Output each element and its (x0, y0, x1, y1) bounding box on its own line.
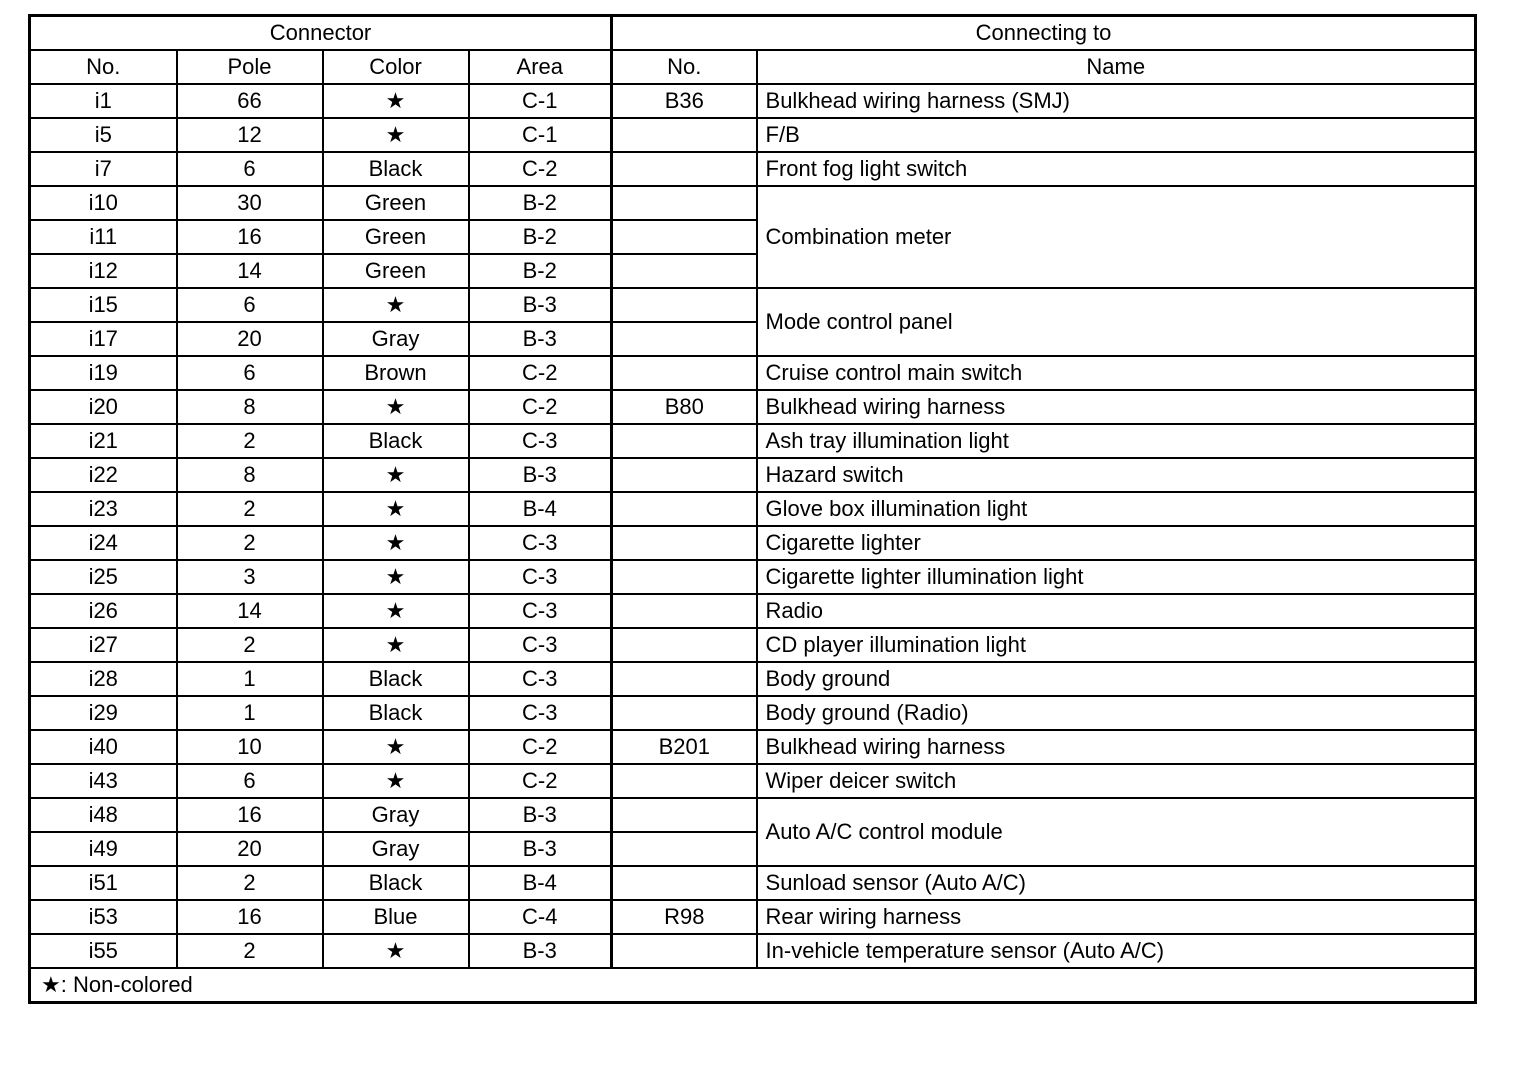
cell-area: C-1 (469, 118, 612, 152)
cell-no: i23 (30, 492, 177, 526)
cell-color: Black (323, 152, 469, 186)
cell-conn-no (612, 526, 757, 560)
cell-area: C-2 (469, 356, 612, 390)
cell-area: B-2 (469, 220, 612, 254)
col-header-no: No. (30, 50, 177, 84)
cell-no: i24 (30, 526, 177, 560)
cell-pole: 8 (177, 390, 323, 424)
cell-name: Wiper deicer switch (757, 764, 1476, 798)
cell-pole: 2 (177, 492, 323, 526)
cell-area: B-3 (469, 458, 612, 492)
cell-pole: 16 (177, 220, 323, 254)
cell-pole: 20 (177, 322, 323, 356)
cell-conn-no (612, 118, 757, 152)
cell-no: i15 (30, 288, 177, 322)
cell-area: C-4 (469, 900, 612, 934)
cell-name: Bulkhead wiring harness (757, 390, 1476, 424)
cell-no: i29 (30, 696, 177, 730)
table-row (30, 764, 1476, 798)
cell-conn-no (612, 866, 757, 900)
cell-name: Combination meter (757, 186, 1476, 288)
cell-name: Sunload sensor (Auto A/C) (757, 866, 1476, 900)
table-row (30, 492, 1476, 526)
cell-no: i11 (30, 220, 177, 254)
col-header-name: Name (757, 50, 1476, 84)
cell-pole: 2 (177, 526, 323, 560)
cell-no: i28 (30, 662, 177, 696)
cell-color: Gray (323, 798, 469, 832)
cell-color: ★ (323, 526, 469, 560)
cell-pole: 66 (177, 84, 323, 118)
cell-conn-no (612, 594, 757, 628)
cell-color: ★ (323, 118, 469, 152)
table-row (30, 288, 1476, 322)
table-row (30, 594, 1476, 628)
cell-pole: 14 (177, 254, 323, 288)
table-row (30, 662, 1476, 696)
cell-area: C-3 (469, 628, 612, 662)
cell-no: i19 (30, 356, 177, 390)
cell-color: Black (323, 696, 469, 730)
cell-conn-no (612, 254, 757, 288)
connector-table-wrapper (28, 14, 1474, 1004)
cell-no: i53 (30, 900, 177, 934)
cell-area: C-3 (469, 424, 612, 458)
cell-color: Gray (323, 322, 469, 356)
cell-no: i51 (30, 866, 177, 900)
cell-color: ★ (323, 492, 469, 526)
cell-no: i27 (30, 628, 177, 662)
table-row (30, 458, 1476, 492)
table-row (30, 628, 1476, 662)
cell-no: i21 (30, 424, 177, 458)
connector-table (28, 14, 1477, 1004)
cell-area: C-2 (469, 764, 612, 798)
cell-color: Green (323, 186, 469, 220)
cell-pole: 14 (177, 594, 323, 628)
cell-name: Hazard switch (757, 458, 1476, 492)
connecting-to-group-header: Connecting to (612, 16, 1476, 51)
cell-conn-no (612, 560, 757, 594)
cell-color: ★ (323, 934, 469, 968)
cell-area: B-3 (469, 832, 612, 866)
cell-no: i10 (30, 186, 177, 220)
cell-conn-no (612, 798, 757, 832)
cell-color: Green (323, 220, 469, 254)
group-header-row (30, 16, 1476, 51)
cell-pole: 12 (177, 118, 323, 152)
table-row (30, 934, 1476, 968)
table-row (30, 186, 1476, 220)
cell-name: Front fog light switch (757, 152, 1476, 186)
cell-area: C-3 (469, 560, 612, 594)
cell-name: CD player illumination light (757, 628, 1476, 662)
table-row (30, 84, 1476, 118)
col-header-color: Color (323, 50, 469, 84)
cell-conn-no: B36 (612, 84, 757, 118)
cell-area: C-2 (469, 730, 612, 764)
cell-color: Black (323, 424, 469, 458)
cell-pole: 1 (177, 696, 323, 730)
col-header-conn-no: No. (612, 50, 757, 84)
cell-name: Ash tray illumination light (757, 424, 1476, 458)
cell-name: In-vehicle temperature sensor (Auto A/C) (757, 934, 1476, 968)
table-row (30, 356, 1476, 390)
cell-conn-no (612, 628, 757, 662)
cell-no: i1 (30, 84, 177, 118)
cell-name: Glove box illumination light (757, 492, 1476, 526)
cell-area: B-4 (469, 866, 612, 900)
table-row (30, 118, 1476, 152)
cell-name: Body ground (Radio) (757, 696, 1476, 730)
cell-conn-no (612, 764, 757, 798)
cell-conn-no (612, 356, 757, 390)
column-header-row (30, 50, 1476, 84)
table-row (30, 866, 1476, 900)
cell-area: B-2 (469, 186, 612, 220)
cell-area: B-3 (469, 934, 612, 968)
cell-no: i17 (30, 322, 177, 356)
table-row (30, 424, 1476, 458)
cell-conn-no (612, 832, 757, 866)
cell-conn-no (612, 288, 757, 322)
table-row (30, 730, 1476, 764)
table-row (30, 560, 1476, 594)
cell-conn-no (612, 492, 757, 526)
cell-pole: 20 (177, 832, 323, 866)
cell-color: ★ (323, 594, 469, 628)
cell-conn-no (612, 458, 757, 492)
cell-conn-no: B201 (612, 730, 757, 764)
cell-pole: 1 (177, 662, 323, 696)
cell-pole: 6 (177, 288, 323, 322)
cell-conn-no (612, 424, 757, 458)
cell-pole: 3 (177, 560, 323, 594)
cell-color: ★ (323, 390, 469, 424)
cell-conn-no: B80 (612, 390, 757, 424)
table-row (30, 390, 1476, 424)
cell-name: Cigarette lighter illumination light (757, 560, 1476, 594)
cell-pole: 2 (177, 934, 323, 968)
cell-conn-no: R98 (612, 900, 757, 934)
table-row (30, 526, 1476, 560)
cell-no: i12 (30, 254, 177, 288)
cell-area: B-3 (469, 322, 612, 356)
legend-row (30, 968, 1476, 1003)
cell-no: i5 (30, 118, 177, 152)
cell-color: ★ (323, 560, 469, 594)
table-row (30, 152, 1476, 186)
cell-area: C-2 (469, 390, 612, 424)
cell-area: C-3 (469, 662, 612, 696)
col-header-area: Area (469, 50, 612, 84)
cell-color: Gray (323, 832, 469, 866)
table-row (30, 900, 1476, 934)
cell-pole: 2 (177, 628, 323, 662)
cell-area: C-3 (469, 696, 612, 730)
table-row (30, 798, 1476, 832)
cell-pole: 8 (177, 458, 323, 492)
cell-conn-no (612, 186, 757, 220)
cell-name: Cigarette lighter (757, 526, 1476, 560)
cell-pole: 30 (177, 186, 323, 220)
cell-area: C-3 (469, 526, 612, 560)
cell-pole: 2 (177, 866, 323, 900)
cell-color: ★ (323, 458, 469, 492)
cell-no: i20 (30, 390, 177, 424)
cell-name: Radio (757, 594, 1476, 628)
cell-pole: 10 (177, 730, 323, 764)
cell-no: i26 (30, 594, 177, 628)
cell-no: i49 (30, 832, 177, 866)
cell-area: B-4 (469, 492, 612, 526)
cell-area: C-3 (469, 594, 612, 628)
cell-pole: 16 (177, 900, 323, 934)
cell-name: Auto A/C control module (757, 798, 1476, 866)
cell-area: B-2 (469, 254, 612, 288)
cell-color: Green (323, 254, 469, 288)
cell-color: ★ (323, 730, 469, 764)
cell-color: Blue (323, 900, 469, 934)
cell-color: ★ (323, 84, 469, 118)
cell-pole: 6 (177, 152, 323, 186)
cell-area: C-1 (469, 84, 612, 118)
cell-color: Black (323, 662, 469, 696)
cell-name: Cruise control main switch (757, 356, 1476, 390)
col-header-pole: Pole (177, 50, 323, 84)
cell-color: ★ (323, 764, 469, 798)
cell-area: B-3 (469, 288, 612, 322)
cell-pole: 6 (177, 764, 323, 798)
cell-conn-no (612, 322, 757, 356)
cell-no: i55 (30, 934, 177, 968)
cell-no: i7 (30, 152, 177, 186)
cell-color: ★ (323, 628, 469, 662)
cell-color: Black (323, 866, 469, 900)
cell-no: i25 (30, 560, 177, 594)
cell-conn-no (612, 220, 757, 254)
cell-conn-no (612, 662, 757, 696)
cell-conn-no (612, 152, 757, 186)
legend-note: ★: Non-colored (30, 968, 1476, 1003)
cell-name: Bulkhead wiring harness (SMJ) (757, 84, 1476, 118)
cell-pole: 2 (177, 424, 323, 458)
cell-color: Brown (323, 356, 469, 390)
cell-no: i48 (30, 798, 177, 832)
cell-no: i22 (30, 458, 177, 492)
table-row (30, 696, 1476, 730)
cell-name: Bulkhead wiring harness (757, 730, 1476, 764)
cell-color: ★ (323, 288, 469, 322)
cell-no: i43 (30, 764, 177, 798)
cell-area: C-2 (469, 152, 612, 186)
cell-pole: 16 (177, 798, 323, 832)
cell-name: Rear wiring harness (757, 900, 1476, 934)
cell-pole: 6 (177, 356, 323, 390)
cell-name: F/B (757, 118, 1476, 152)
cell-no: i40 (30, 730, 177, 764)
cell-area: B-3 (469, 798, 612, 832)
connector-group-header: Connector (30, 16, 612, 51)
cell-name: Mode control panel (757, 288, 1476, 356)
cell-conn-no (612, 934, 757, 968)
cell-conn-no (612, 696, 757, 730)
cell-name: Body ground (757, 662, 1476, 696)
